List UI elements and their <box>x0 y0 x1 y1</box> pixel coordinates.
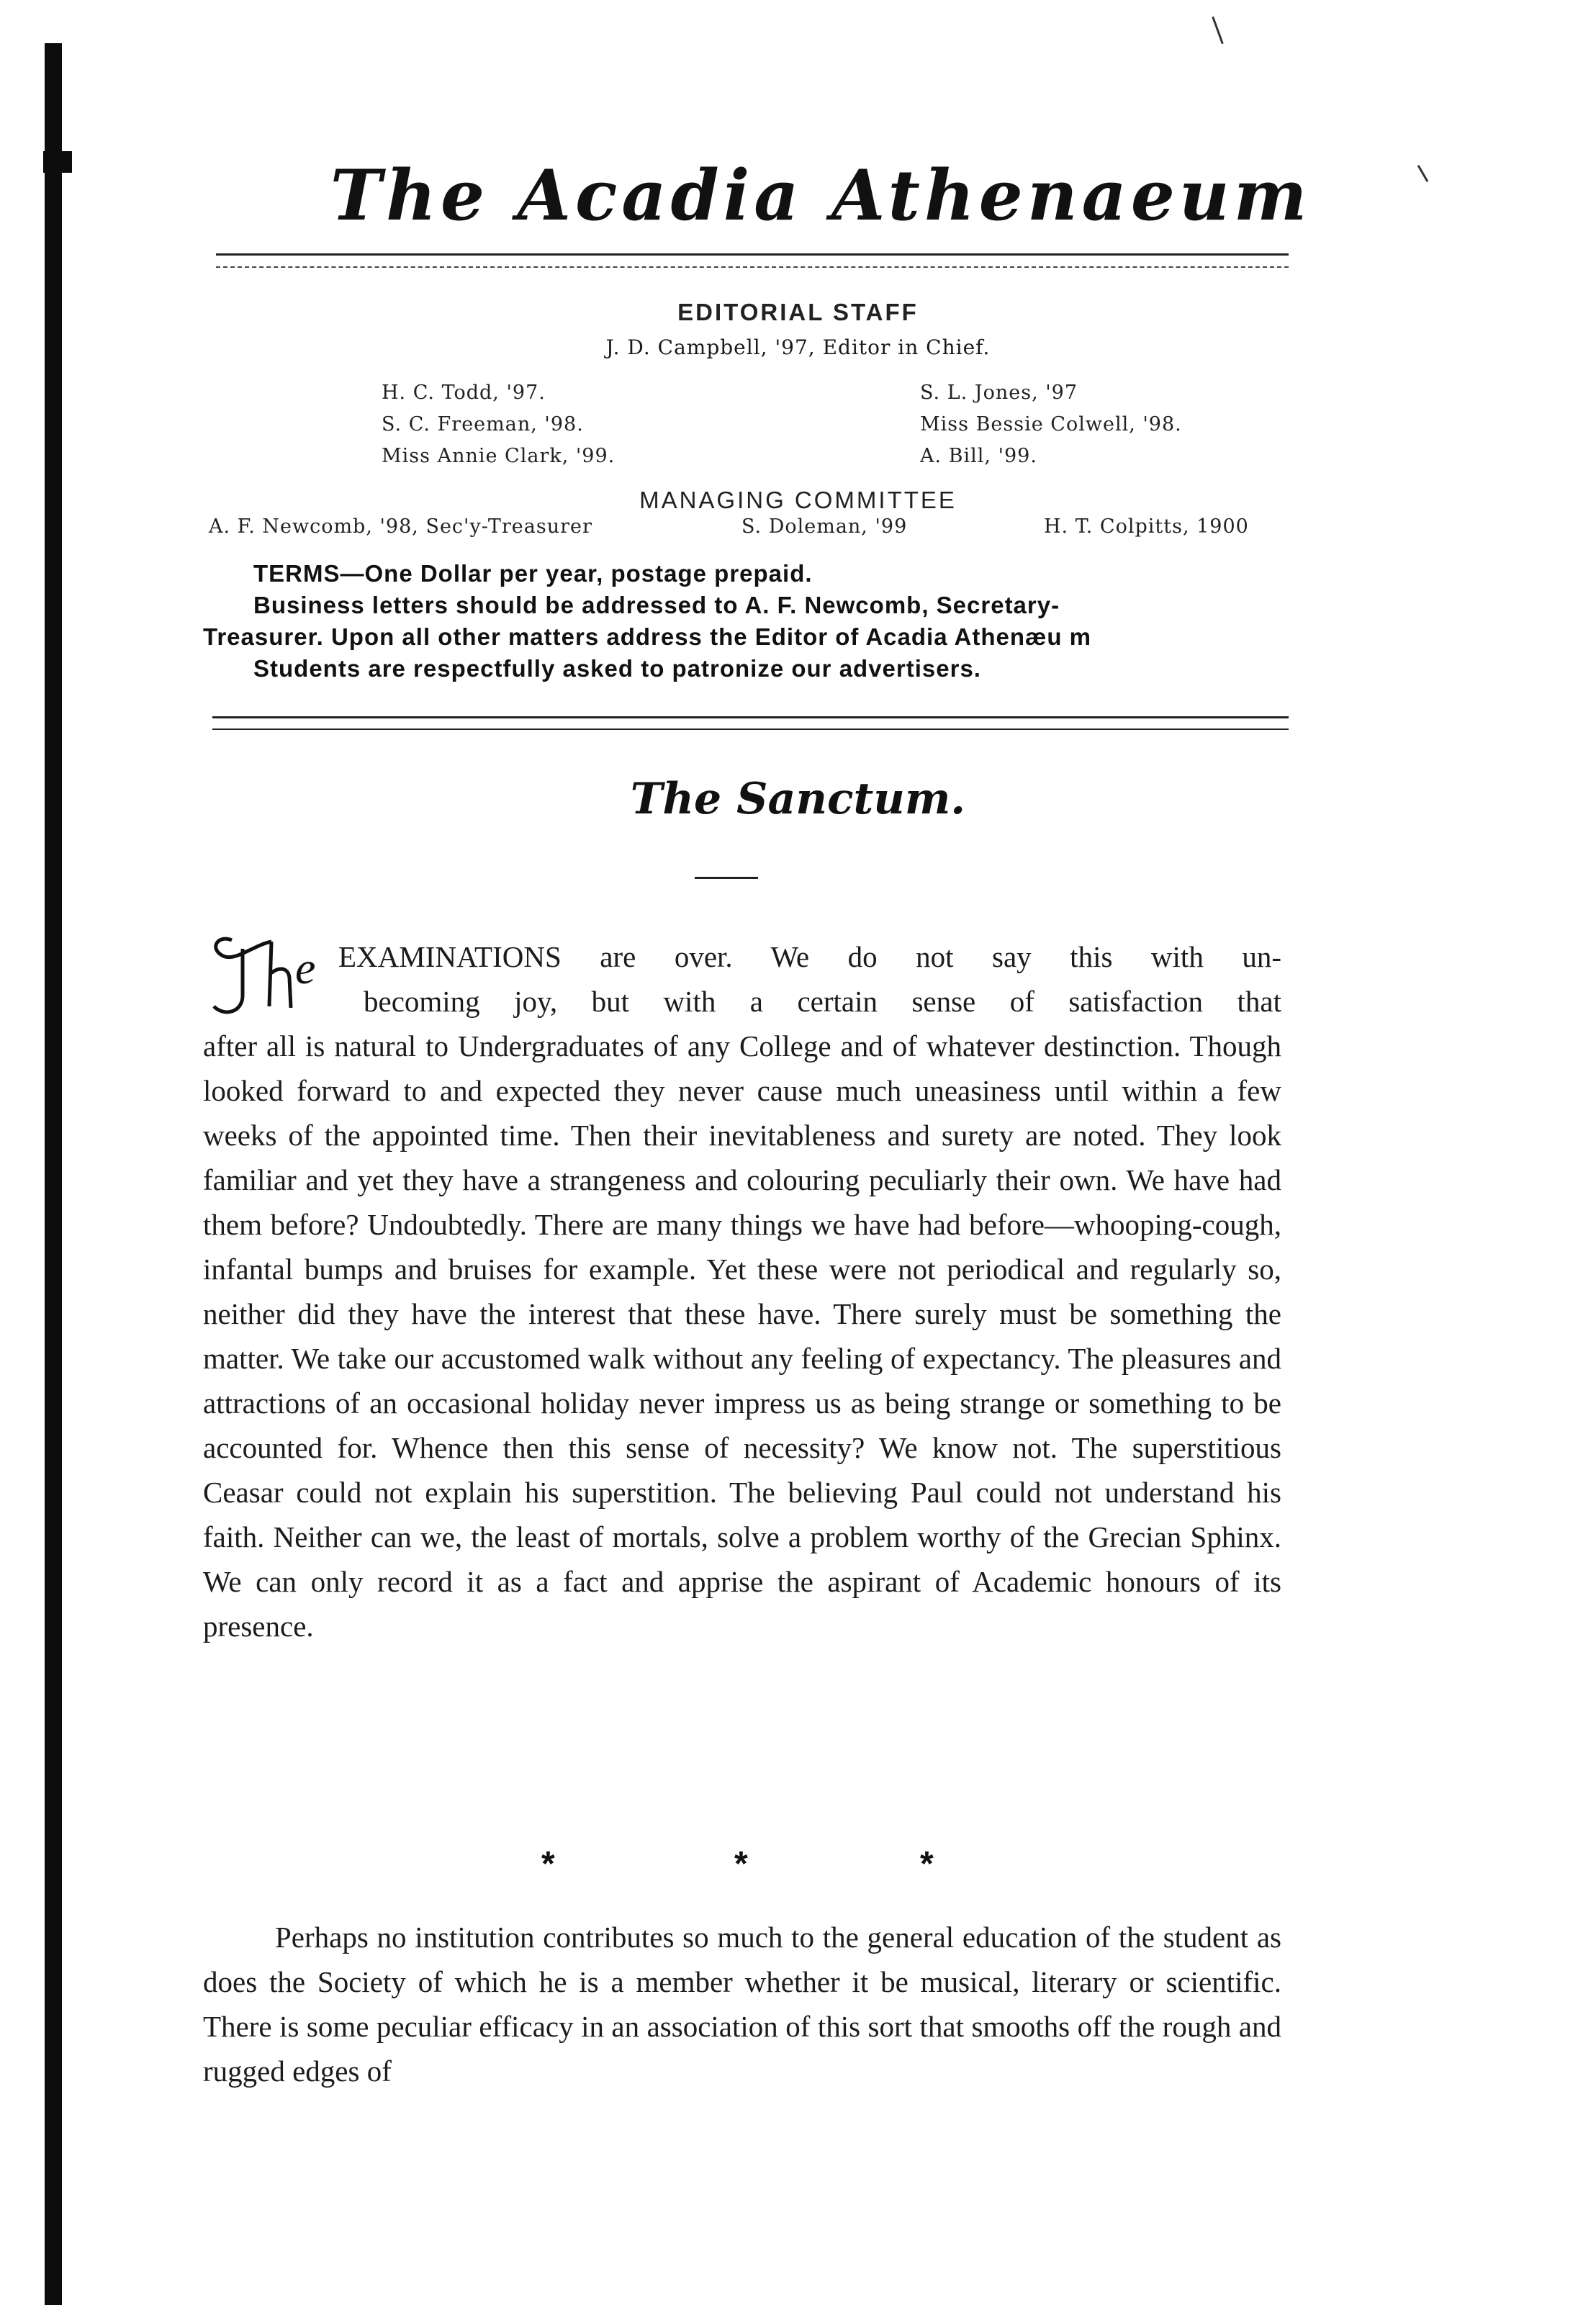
svg-text:e: e <box>295 942 316 993</box>
committee-member: H. T. Colpitts, 1900 <box>1044 515 1249 538</box>
masthead-rule-dashed <box>216 266 1289 268</box>
managing-committee-heading: MANAGING COMMITTEE <box>639 487 957 513</box>
title-rule <box>695 877 758 879</box>
separator-star: * <box>920 1845 934 1883</box>
terms-line: Students are respectfully asked to patronize our advertisers. <box>253 655 981 682</box>
terms-line: Treasurer. Upon all other matters address the Editor of Acadia Athenæu m <box>203 623 1091 650</box>
article-second-line: becoming joy, but with a certain sense of satisfaction that <box>364 985 1281 1018</box>
section-title: The Sanctum. <box>630 774 966 824</box>
staff-name: A. Bill, '99. <box>920 445 1037 467</box>
committee-member: A. F. Newcomb, '98, Sec'y-Treasurer <box>209 515 592 538</box>
drop-cap <box>203 927 347 1028</box>
staff-name: S. C. Freeman, '98. <box>382 413 584 436</box>
page-speck <box>1212 17 1224 45</box>
section-rule <box>212 716 1289 718</box>
article-paragraph: after all is natural to Undergraduates of any College and of whatever destinction. Though looked forward to and expected they never cause much uneasiness until within a few weeks of the appointed time. Then their inevitableness and surety are noted. They look familiar and yet they have a strangeness and colouring peculiarly their own. We have had them before? Undoubtedly. There are many things we have had before—whooping-cough, infantal bumps and bruises for example. Yet these were not periodical and regularly so, neither did they have the interest that these have. There surely must be something the matter. We take our accustomed walk without any feeling of expectancy. The pleasures and attractions of an occasional holiday never impress us as being strange or something to be accounted for. Whence then this sense of necessity? We know not. The superstitious Ceasar could not explain his superstition. The believing Paul could not understand his faith. Neither can we, the least of mortals, solve a problem worthy of the Grecian Sphinx. We can only record it as a fact and apprise the aspirant of Academic honours of its presence. <box>203 1029 1281 1643</box>
masthead-rule <box>216 253 1289 256</box>
editor-in-chief: J. D. Campbell, '97, Editor in Chief. <box>605 335 991 359</box>
separator-star: * <box>734 1845 748 1883</box>
staff-name: S. L. Jones, '97 <box>920 382 1078 404</box>
editorial-staff-heading: EDITORIAL STAFF <box>677 299 919 325</box>
masthead-title: The Acadia Athenaeum <box>330 155 1312 236</box>
terms-line: Business letters should be addressed to A. F. Newcomb, Secretary- <box>253 592 1060 618</box>
article-paragraph: Perhaps no institution contributes so much to the general education of the student as does the Society of which he is a member whether it be musical, literary or scientific. There is some peculiar efficacy in an association of this sort that smooths off the rough and rugged edges of <box>203 1921 1281 2088</box>
section-rule <box>212 729 1289 730</box>
terms-line: TERMS—One Dollar per year, postage prepaid. <box>253 560 813 587</box>
binding-edge <box>45 43 62 2305</box>
separator-star: * <box>541 1845 555 1883</box>
committee-member: S. Doleman, '99 <box>741 515 908 538</box>
staff-name: H. C. Todd, '97. <box>382 382 546 404</box>
binding-notch <box>43 151 72 173</box>
staff-name: Miss Annie Clark, '99. <box>382 445 616 467</box>
staff-name: Miss Bessie Colwell, '98. <box>920 413 1182 436</box>
article-first-line: EXAMINATIONS are over. We do not say this with un- <box>338 940 1281 973</box>
